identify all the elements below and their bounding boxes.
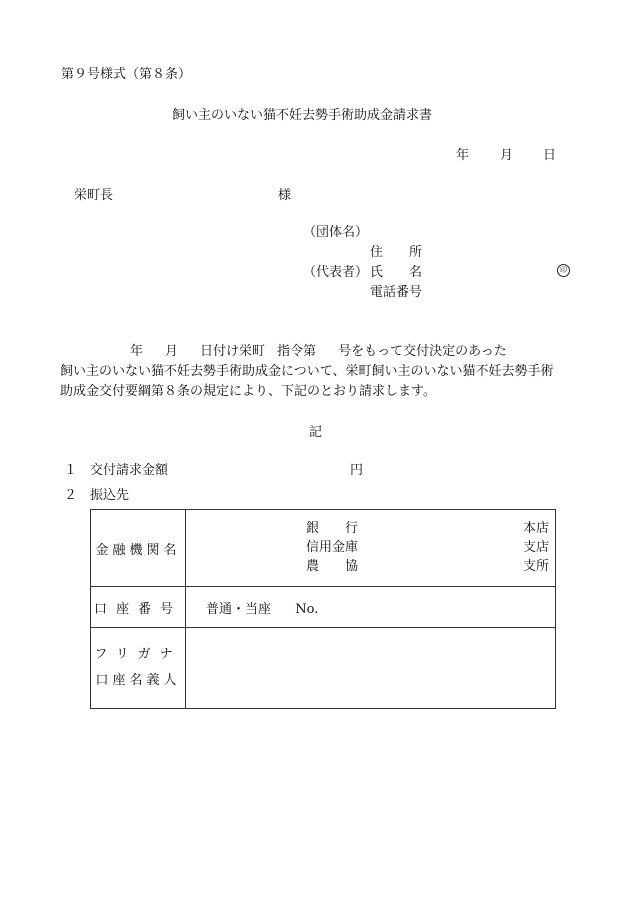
addressee-name: 栄町長	[74, 188, 114, 203]
address-label: 住 所	[370, 245, 423, 260]
paragraph-month: 月	[165, 344, 179, 359]
institution-value-cell	[186, 510, 556, 587]
paragraph-line-2: 飼い主のいない猫不妊去勢手術助成金について、栄町飼い主のいない猫不妊去勢手術	[60, 364, 554, 379]
org-label: （団体名）	[303, 225, 369, 240]
record-label: 記	[309, 425, 323, 440]
name-label: 氏 名	[370, 265, 423, 280]
addressee-honorific: 様	[278, 188, 292, 203]
paragraph-day-prefix: 日付け栄町	[200, 344, 266, 359]
institution-row-agri-coop	[186, 558, 555, 576]
date-year-label: 年	[456, 148, 470, 163]
account-number-label-cell	[91, 587, 186, 628]
account-number-row	[91, 587, 556, 628]
institution-agri-coop: 農 協	[306, 559, 359, 574]
branch-office: 支所	[522, 559, 549, 574]
form-number: 第９号様式（第８条）	[61, 67, 192, 82]
bank-transfer-table	[90, 509, 556, 709]
item-1-unit: 円	[350, 463, 364, 478]
item-1-label: 交付請求金額	[90, 463, 169, 478]
document-title: 飼い主のいない猫不妊去勢手術助成金請求書	[172, 108, 433, 123]
item-2-number: ２	[64, 488, 78, 503]
representative-label: （代表者）	[303, 265, 369, 280]
date-month-label: 月	[500, 148, 514, 163]
paragraph-line-3: 助成金交付要綱第８条の規定により、下記のとおり請求します。	[60, 384, 436, 399]
institution-credit-union: 信用金庫	[306, 540, 359, 555]
paragraph-directive: 指令第	[277, 344, 317, 359]
account-type: 普通・当座	[206, 601, 272, 617]
item-2-label: 振込先	[90, 488, 130, 503]
institution-bank: 銀 行	[306, 521, 359, 536]
account-holder-label: 口座名義人	[95, 673, 181, 688]
seal-mark: 印	[557, 264, 570, 277]
branch-branch: 支店	[522, 540, 549, 555]
institution-label: 金融機関名	[95, 542, 181, 558]
institution-row-credit-union	[186, 539, 555, 557]
account-number-label: 口座番号	[93, 601, 182, 617]
paragraph-year: 年	[130, 344, 144, 359]
institution-label-cell	[91, 510, 186, 587]
furigana-label: フリガナ	[94, 647, 182, 662]
account-no-prefix: No.	[295, 601, 319, 617]
item-1-number: １	[64, 463, 78, 478]
institution-row-bank	[186, 520, 555, 538]
institution-row	[91, 510, 556, 587]
account-number-value-cell	[186, 587, 556, 628]
request-paragraph	[60, 342, 580, 402]
date-day-label: 日	[543, 148, 557, 163]
branch-main: 本店	[522, 521, 549, 536]
account-holder-row	[91, 628, 556, 709]
account-holder-value-cell	[186, 628, 556, 709]
phone-label: 電話番号	[370, 285, 423, 300]
paragraph-line-1	[60, 342, 580, 362]
paragraph-number-suffix: 号をもって交付決定のあった	[338, 344, 507, 359]
account-holder-label-cell	[91, 628, 186, 709]
